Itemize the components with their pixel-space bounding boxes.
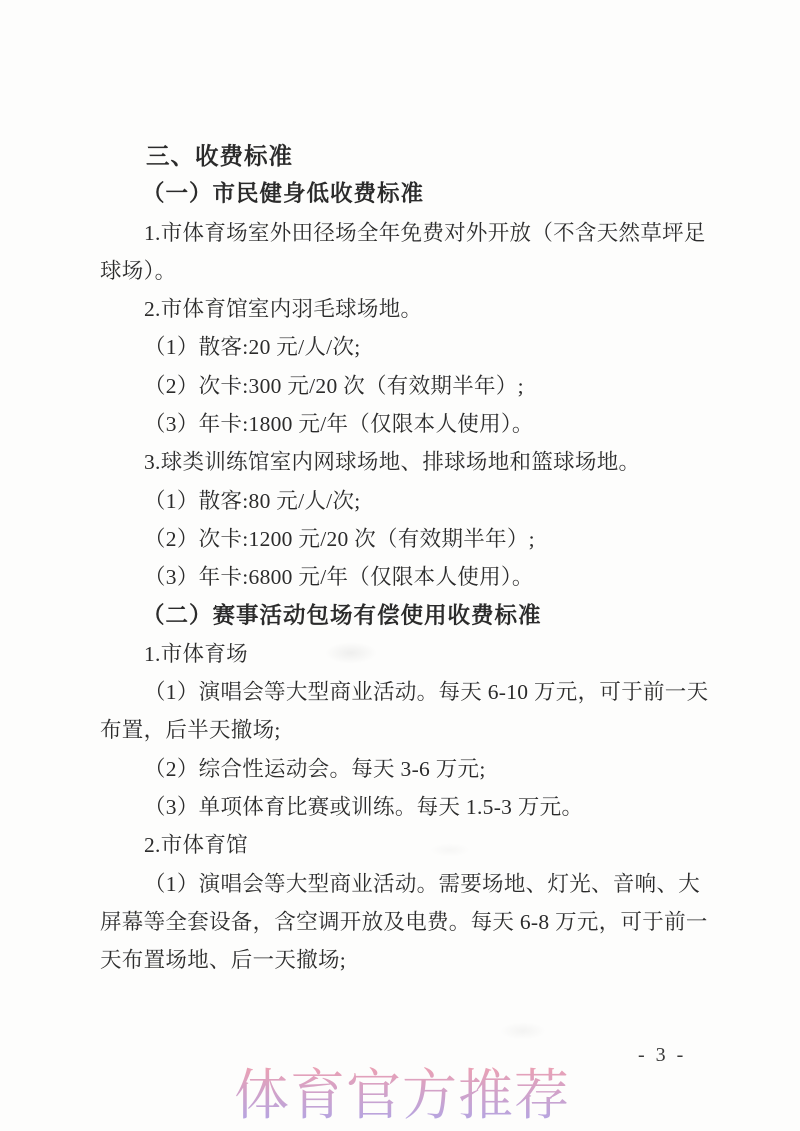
subsection-heading-citizen-fitness: （一）市民健身低收费标准 <box>142 181 425 207</box>
document-line: 1.市体育场 <box>144 641 248 666</box>
document-text-block <box>100 137 712 980</box>
document-line: （1）演唱会等大型商业活动。需要场地、灯光、音响、大 <box>144 871 701 896</box>
document-line: （3）年卡:1800 元/年（仅限本人使用）。 <box>144 412 534 437</box>
document-line: 屏幕等全套设备，含空调开放及电费。每天 6-8 万元，可于前一 <box>100 909 708 934</box>
document-line: （1）演唱会等大型商业活动。每天 6-10 万元，可于前一天 <box>144 680 709 705</box>
document-line: （1）散客:20 元/人/次; <box>144 335 361 360</box>
subsection-heading-event-rental: （二）赛事活动包场有偿使用收费标准 <box>142 602 542 628</box>
document-line: 3.球类训练馆室内网球场地、排球场地和篮球场地。 <box>144 450 641 475</box>
document-line: 2.市体育馆室内羽毛球场地。 <box>144 297 423 322</box>
document-line: 布置，后半天撤场; <box>100 718 281 743</box>
document-line: 1.市体育场室外田径场全年免费对外开放（不含天然草坪足 <box>144 220 706 245</box>
document-line: （1）散客:80 元/人/次; <box>144 488 361 513</box>
watermark-text: 体育官方推荐 <box>234 1051 570 1130</box>
document-line: （3）年卡:6800 元/年（仅限本人使用）。 <box>144 565 534 590</box>
document-line: （2）次卡:300 元/20 次（有效期半年）; <box>144 373 524 398</box>
document-line: （3）单项体育比赛或训练。每天 1.5-3 万元。 <box>144 795 584 820</box>
document-line: （2）次卡:1200 元/20 次（有效期半年）; <box>144 526 535 551</box>
document-line: （2）综合性运动会。每天 3-6 万元; <box>144 756 486 781</box>
document-line: 天布置场地、后一天撤场; <box>100 948 347 973</box>
document-line: 球场）。 <box>100 258 177 283</box>
document-line: 2.市体育馆 <box>144 833 248 858</box>
scan-smudge <box>500 1022 546 1040</box>
section-heading-fee-standards: 三、收费标准 <box>146 142 293 170</box>
page-number: - 3 - <box>638 1044 687 1066</box>
